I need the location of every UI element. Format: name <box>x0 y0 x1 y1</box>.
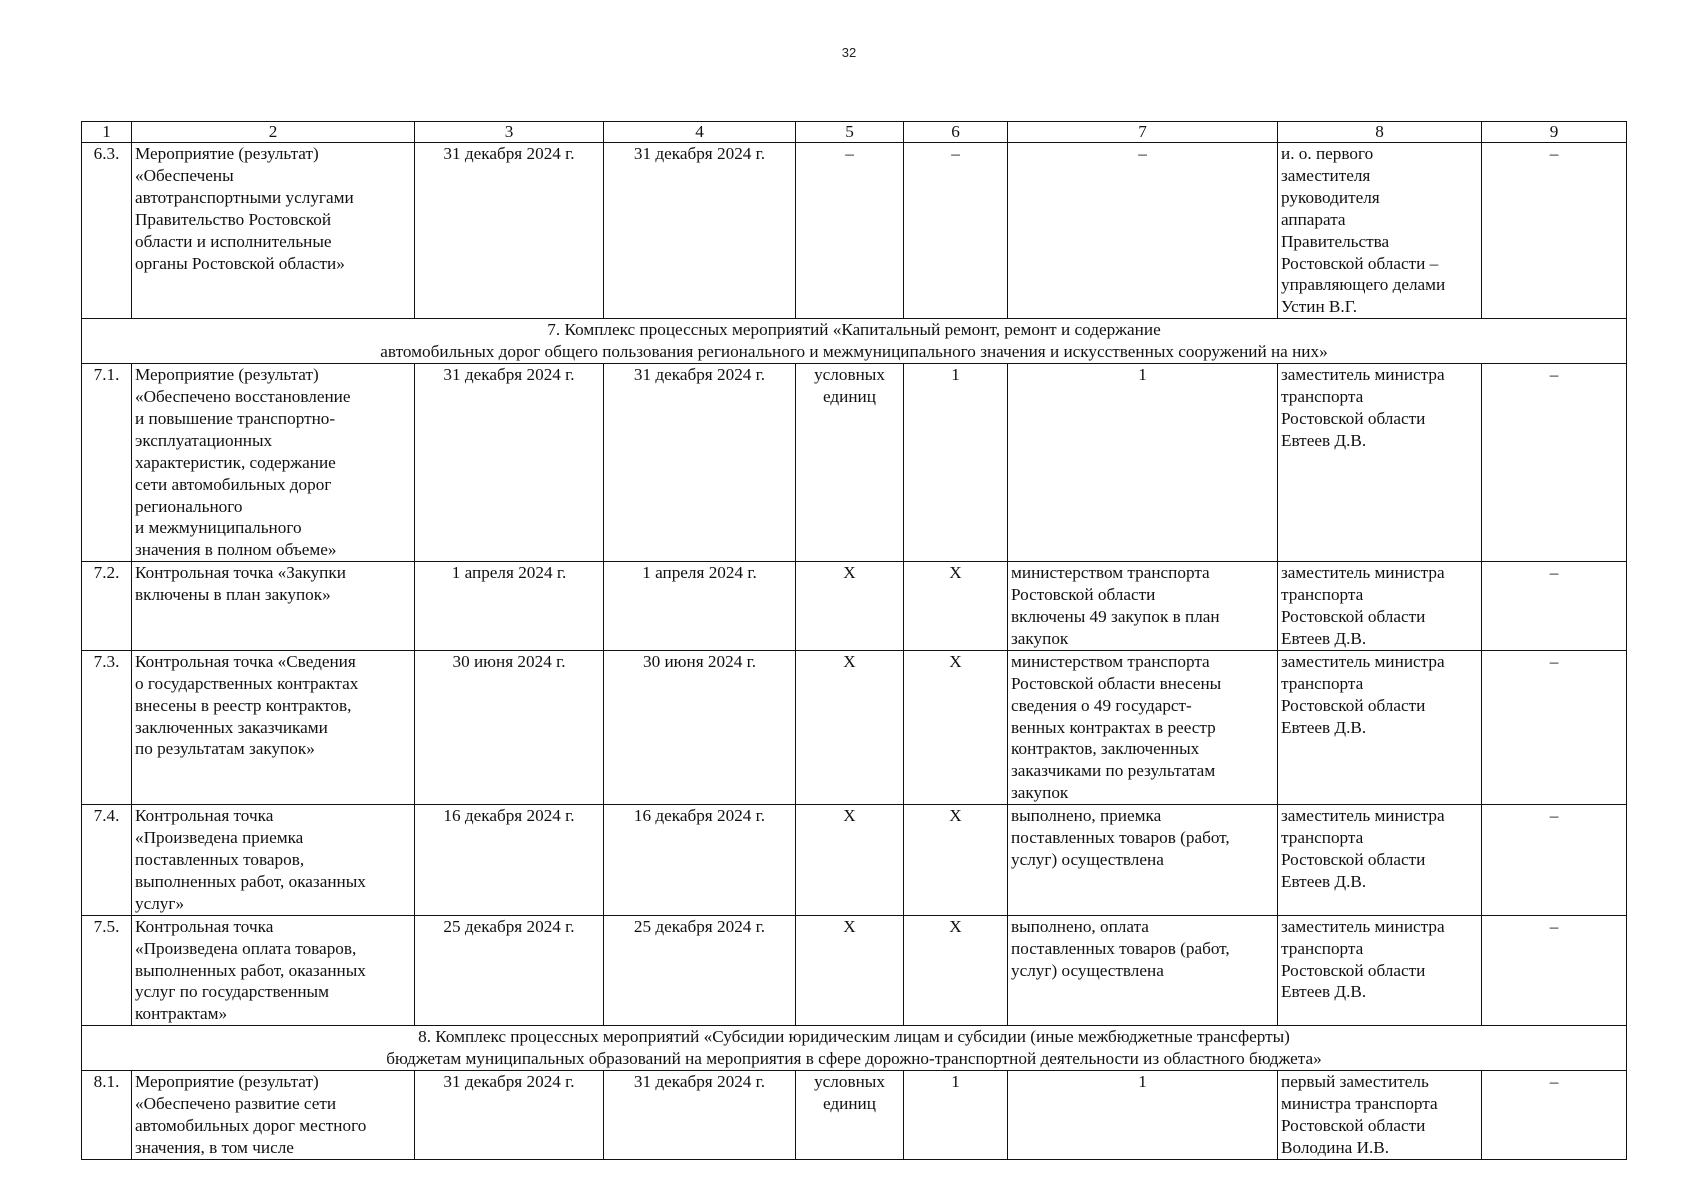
fact-date-cell: 31 декабря 2024 г. <box>604 143 796 319</box>
section-header-row <box>82 319 1627 364</box>
plan-date-cell: 1 апреля 2024 г. <box>415 562 604 651</box>
note-cell: – <box>1482 1071 1627 1160</box>
row-number-cell: 7.2. <box>82 562 132 651</box>
row-number-cell: 7.1. <box>82 364 132 562</box>
plan-date-cell: 31 декабря 2024 г. <box>415 364 604 562</box>
column-number: 5 <box>796 122 904 143</box>
value-cell: X <box>904 805 1008 916</box>
table-row <box>82 915 1627 1026</box>
table-row <box>82 1071 1627 1160</box>
row-number-cell: 8.1. <box>82 1071 132 1160</box>
fact-date-cell: 31 декабря 2024 г. <box>604 364 796 562</box>
table-row <box>82 650 1627 804</box>
event-name-cell: Мероприятие (результат) «Обеспечено восстановление и повышение транспортно- эксплуатационных характеристик, содержание сети автомобильных дорог регионального и межмуниципального значения в полном объеме» <box>132 364 415 562</box>
column-number: 3 <box>415 122 604 143</box>
fact-date-cell: 30 июня 2024 г. <box>604 650 796 804</box>
event-name-cell: Контрольная точка «Произведена оплата товаров, выполненных работ, оказанных услуг по государственным контрактам» <box>132 915 415 1026</box>
unit-cell: X <box>796 915 904 1026</box>
column-number: 9 <box>1482 122 1627 143</box>
column-number: 2 <box>132 122 415 143</box>
column-number: 4 <box>604 122 796 143</box>
plan-date-cell: 31 декабря 2024 г. <box>415 1071 604 1160</box>
responsible-person-cell: заместитель министра транспорта Ростовской области Евтеев Д.В. <box>1278 915 1482 1026</box>
fact-date-cell: 25 декабря 2024 г. <box>604 915 796 1026</box>
responsible-person-cell: заместитель министра транспорта Ростовской области Евтеев Д.В. <box>1278 805 1482 916</box>
column-number: 1 <box>82 122 132 143</box>
report-table <box>81 121 1627 1160</box>
row-number-cell: 7.3. <box>82 650 132 804</box>
responsible-person-cell: заместитель министра транспорта Ростовской области Евтеев Д.В. <box>1278 364 1482 562</box>
unit-cell: условных единиц <box>796 1071 904 1160</box>
execution-info-cell: – <box>1008 143 1278 319</box>
execution-info-cell: 1 <box>1008 1071 1278 1160</box>
value-cell: – <box>904 143 1008 319</box>
value-cell: X <box>904 562 1008 651</box>
section-title: 7. Комплекс процессных мероприятий «Капитальный ремонт, ремонт и содержание автомобильных дорог общего пользования регионального и межмуниципального значения и искусственных сооружений на них» <box>82 319 1627 364</box>
section-title: 8. Комплекс процессных мероприятий «Субсидии юридическим лицам и субсидии (иные межбюджетные трансферты) бюджетам муниципальных образований на мероприятия в сфере дорожно-транспортной деятельности из областного бюджета» <box>82 1026 1627 1071</box>
execution-info-cell: выполнено, оплата поставленных товаров (работ, услуг) осуществлена <box>1008 915 1278 1026</box>
note-cell: – <box>1482 562 1627 651</box>
execution-info-cell: министерством транспорта Ростовской области включены 49 закупок в план закупок <box>1008 562 1278 651</box>
table-row <box>82 143 1627 319</box>
execution-info-cell: министерством транспорта Ростовской области внесены сведения о 49 государст- венных контрактах в реестр контрактов, заключенных заказчиками по результатам закупок <box>1008 650 1278 804</box>
note-cell: – <box>1482 805 1627 916</box>
row-number-cell: 6.3. <box>82 143 132 319</box>
responsible-person-cell: заместитель министра транспорта Ростовской области Евтеев Д.В. <box>1278 562 1482 651</box>
section-header-row <box>82 1026 1627 1071</box>
unit-cell: X <box>796 805 904 916</box>
event-name-cell: Контрольная точка «Произведена приемка поставленных товаров, выполненных работ, оказанных услуг» <box>132 805 415 916</box>
unit-cell: условных единиц <box>796 364 904 562</box>
table-row <box>82 805 1627 916</box>
note-cell: – <box>1482 915 1627 1026</box>
plan-date-cell: 25 декабря 2024 г. <box>415 915 604 1026</box>
execution-info-cell: выполнено, приемка поставленных товаров (работ, услуг) осуществлена <box>1008 805 1278 916</box>
column-number: 8 <box>1278 122 1482 143</box>
column-numbers-row <box>82 122 1627 143</box>
table-row <box>82 364 1627 562</box>
note-cell: – <box>1482 364 1627 562</box>
row-number-cell: 7.4. <box>82 805 132 916</box>
plan-date-cell: 31 декабря 2024 г. <box>415 143 604 319</box>
responsible-person-cell: заместитель министра транспорта Ростовской области Евтеев Д.В. <box>1278 650 1482 804</box>
unit-cell: X <box>796 562 904 651</box>
unit-cell: – <box>796 143 904 319</box>
table-body <box>82 122 1627 1160</box>
column-number: 6 <box>904 122 1008 143</box>
event-name-cell: Мероприятие (результат) «Обеспечены автотранспортными услугами Правительство Ростовской области и исполнительные органы Ростовской области» <box>132 143 415 319</box>
note-cell: – <box>1482 650 1627 804</box>
value-cell: 1 <box>904 364 1008 562</box>
value-cell: X <box>904 915 1008 1026</box>
event-name-cell: Контрольная точка «Сведения о государственных контрактах внесены в реестр контрактов, заключенных заказчиками по результатам закупок» <box>132 650 415 804</box>
column-number: 7 <box>1008 122 1278 143</box>
responsible-person-cell: и. о. первого заместителя руководителя аппарата Правительства Ростовской области – управляющего делами Устин В.Г. <box>1278 143 1482 319</box>
unit-cell: X <box>796 650 904 804</box>
value-cell: 1 <box>904 1071 1008 1160</box>
value-cell: X <box>904 650 1008 804</box>
plan-date-cell: 30 июня 2024 г. <box>415 650 604 804</box>
responsible-person-cell: первый заместитель министра транспорта Ростовской области Володина И.В. <box>1278 1071 1482 1160</box>
fact-date-cell: 1 апреля 2024 г. <box>604 562 796 651</box>
execution-info-cell: 1 <box>1008 364 1278 562</box>
fact-date-cell: 16 декабря 2024 г. <box>604 805 796 916</box>
table-row <box>82 562 1627 651</box>
fact-date-cell: 31 декабря 2024 г. <box>604 1071 796 1160</box>
row-number-cell: 7.5. <box>82 915 132 1026</box>
note-cell: – <box>1482 143 1627 319</box>
page-number: 32 <box>841 45 857 60</box>
plan-date-cell: 16 декабря 2024 г. <box>415 805 604 916</box>
event-name-cell: Контрольная точка «Закупки включены в план закупок» <box>132 562 415 651</box>
event-name-cell: Мероприятие (результат) «Обеспечено развитие сети автомобильных дорог местного значения, в том числе <box>132 1071 415 1160</box>
